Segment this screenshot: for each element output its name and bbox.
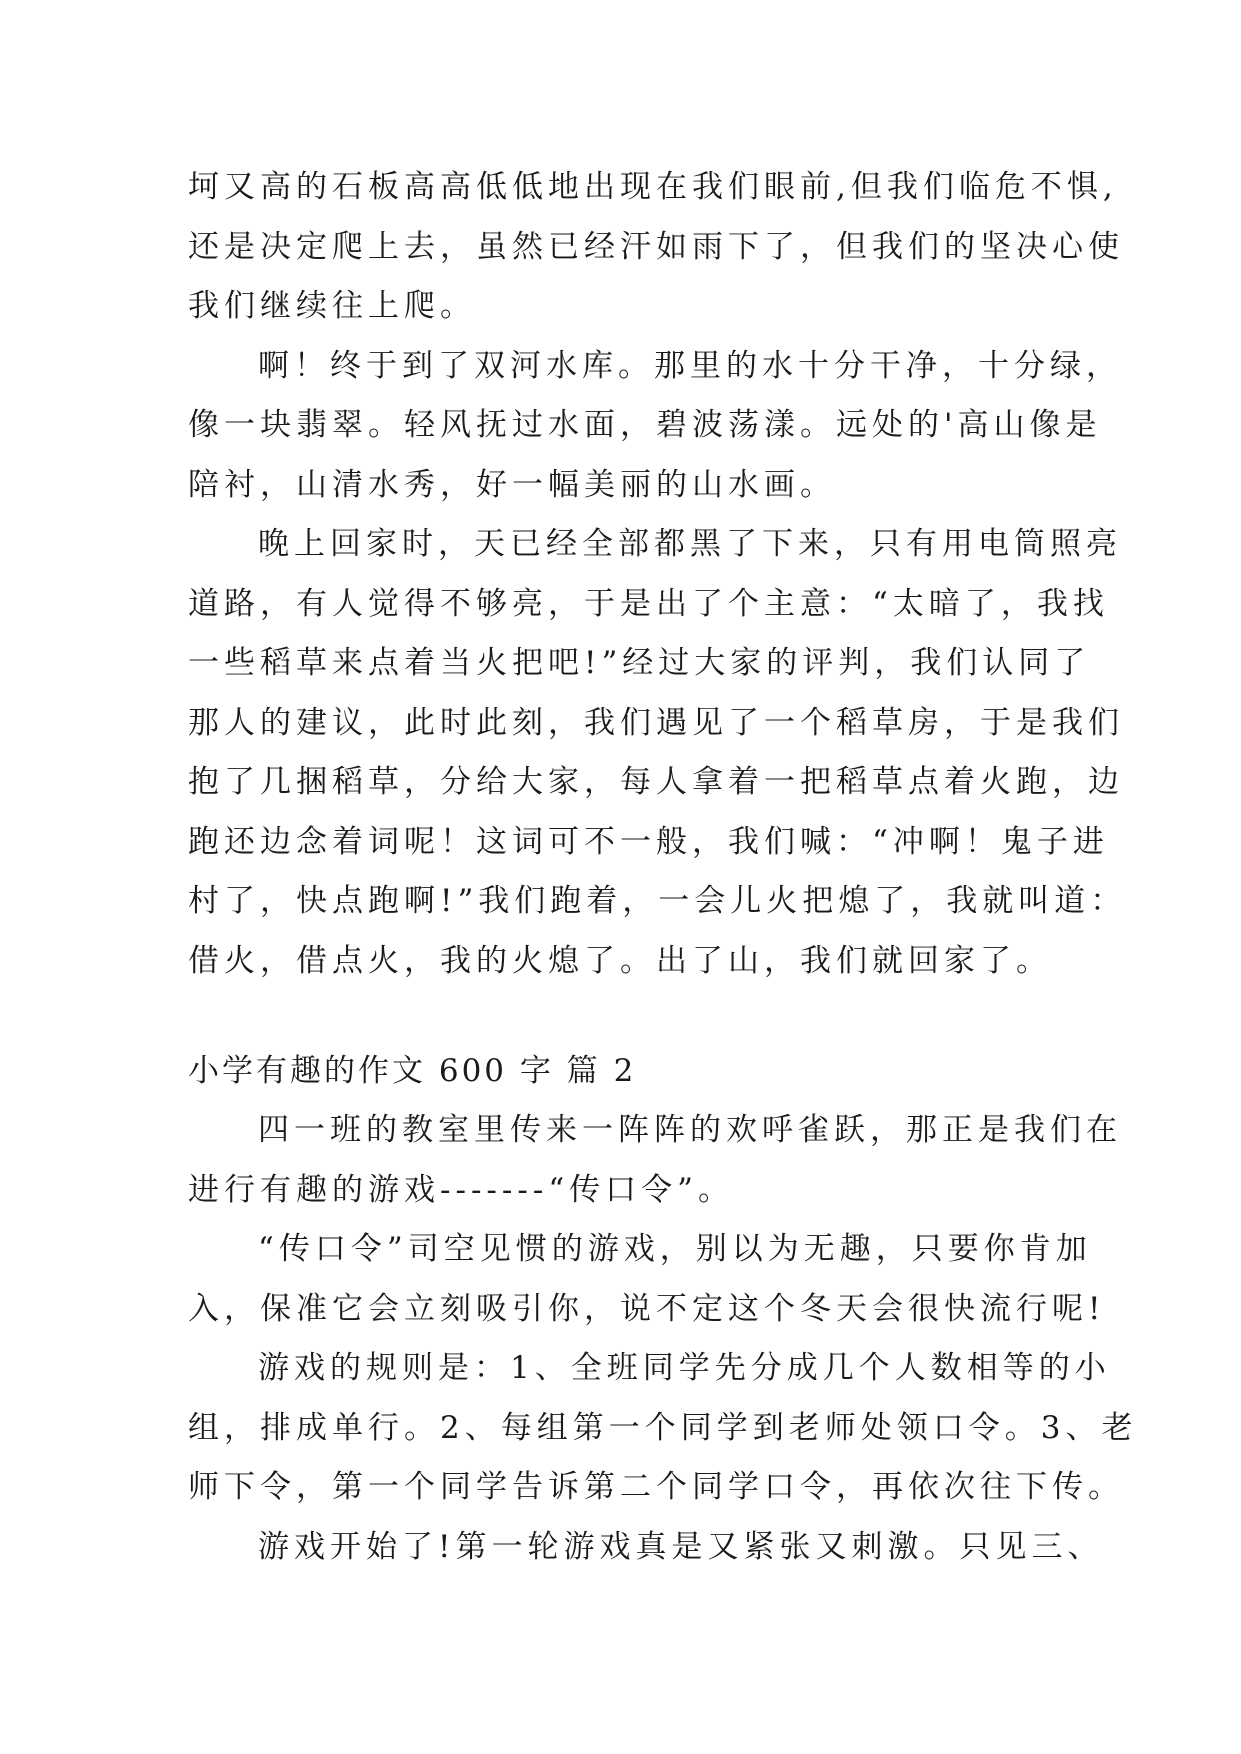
text-line: 抱了几捆稻草，分给大家，每人拿着一把稻草点着火跑，边 — [188, 764, 1124, 800]
text-line: 游戏开始了!第一轮游戏真是又紧张又刺激。只见三、 — [258, 1528, 1104, 1565]
paragraph — [188, 158, 1124, 337]
paragraph — [188, 337, 1122, 516]
text-line: 进行有趣的游戏-------“传口令”。 — [188, 1171, 735, 1208]
text-line: 跑还边念着词呢！这词可不一般，我们喊：“冲啊！鬼子进 — [188, 823, 1109, 860]
text-line: 借火，借点火，我的火熄了。出了山，我们就回家了。 — [188, 942, 1052, 979]
text-line: 啊！终于到了双河水库。那里的水十分干净，十分绿， — [258, 347, 1122, 384]
text-line: 组，排成单行。2、每组第一个同学到老师处领口令。3、老 — [188, 1409, 1138, 1446]
text-line: 还是决定爬上去，虽然已经汗如雨下了，但我们的坚决心使 — [188, 228, 1124, 265]
text-line: “传口令”司空见惯的游戏，别以为无趣，只要你肯加 — [258, 1231, 1092, 1267]
text-line: 坷又高的石板高高低低地出现在我们眼前,但我们临危不惧, — [188, 169, 1118, 205]
section-heading: 小学有趣的作文 600 字 篇 2 — [188, 1053, 637, 1089]
text-line: 那人的建议，此时此刻，我们遇见了一个稻草房，于是我们 — [188, 704, 1124, 741]
document-body — [188, 158, 1138, 1577]
paragraph — [188, 515, 1127, 991]
text-line: 陪衬，山清水秀，好一幅美丽的山水画。 — [188, 466, 836, 503]
text-line: 村了，快点跑啊!”我们跑着，一会儿火把熄了，我就叫道： — [188, 883, 1127, 919]
text-line: 道路，有人觉得不够亮，于是出了个主意：“太暗了，我找 — [188, 585, 1109, 622]
paragraph — [188, 1518, 1104, 1578]
text-line: 四一班的教室里传来一阵阵的欢呼雀跃，那正是我们在 — [258, 1112, 1122, 1148]
text-line: 像一块翡翠。轻风抚过水面，碧波荡漾。远处的'高山像是 — [188, 407, 1102, 443]
paragraph — [188, 1220, 1106, 1339]
text-line: 游戏的规则是：1、全班同学先分成几个人数相等的小 — [258, 1350, 1111, 1386]
text-line: 师下令，第一个同学告诉第二个同学口令，再依次往下传。 — [188, 1469, 1124, 1505]
paragraph — [188, 1101, 1122, 1220]
paragraph — [188, 1339, 1138, 1518]
text-line: 入，保准它会立刻吸引你，说不定这个冬天会很快流行呢! — [188, 1290, 1106, 1327]
text-line: 一些稻草来点着当火把吧!”经过大家的评判，我们认同了 — [188, 645, 1091, 681]
text-line: 我们继续往上爬。 — [188, 288, 476, 324]
text-line: 晚上回家时，天已经全部都黑了下来，只有用电筒照亮 — [258, 526, 1122, 562]
